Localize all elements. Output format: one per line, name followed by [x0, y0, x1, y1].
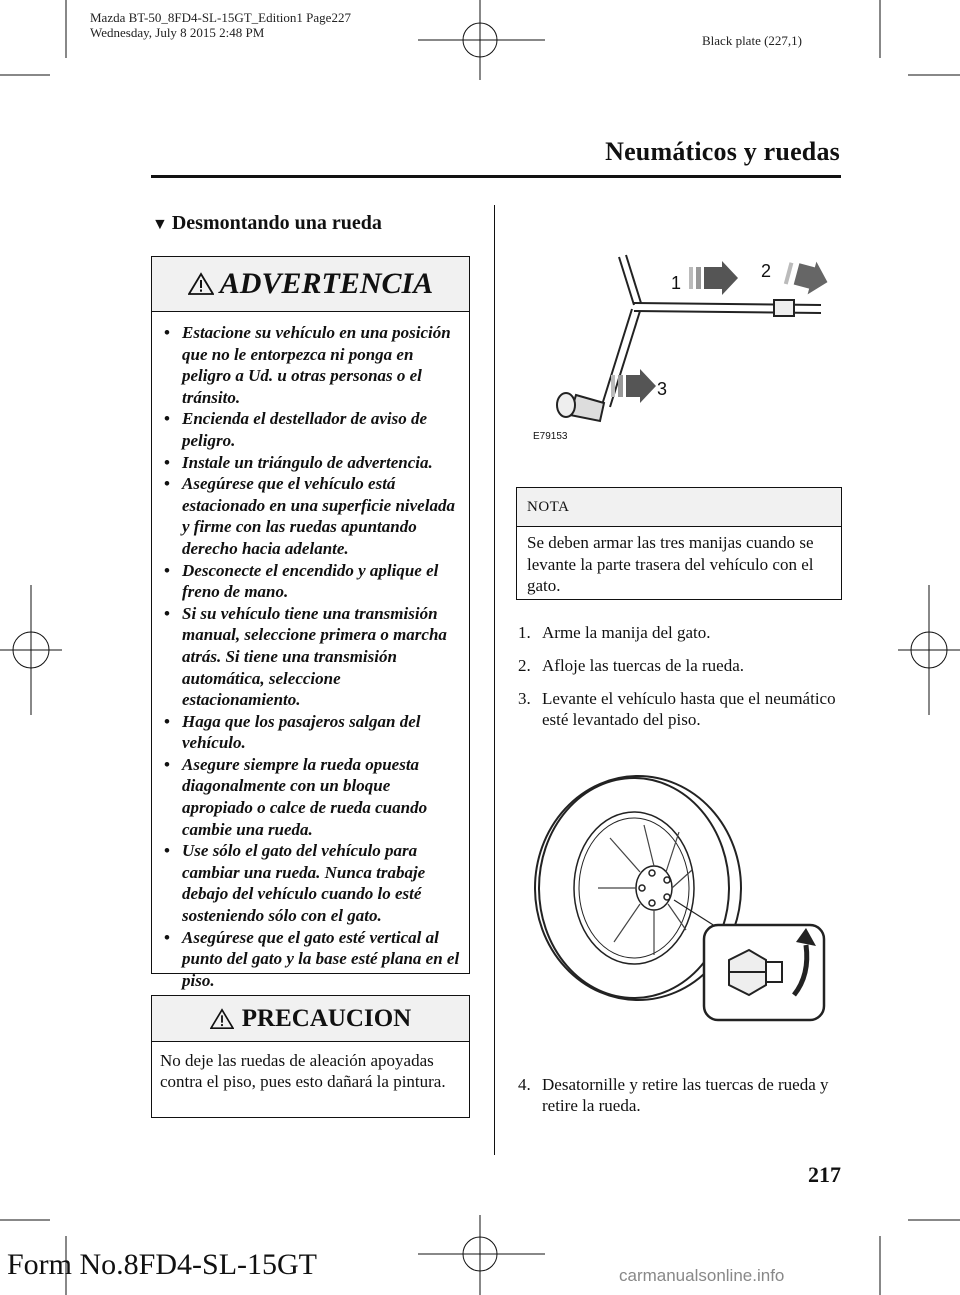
warning-item: • Encienda el destellador de aviso de peligro.	[162, 408, 461, 451]
subheading-marker-icon: ▼	[152, 216, 168, 233]
warning-item: • Si su vehículo tiene una transmisión manual, seleccione primera o marcha atrás. Si tiene una transmisión automática, seleccione estacionamiento.	[162, 603, 461, 711]
step-item	[518, 1074, 848, 1116]
watermark: carmanualsonline.info	[619, 1266, 785, 1285]
caution-header	[152, 996, 469, 1042]
warning-header	[152, 257, 469, 312]
column-divider	[494, 205, 495, 1155]
step-number: 4.	[518, 1075, 531, 1094]
warning-item: • Asegúrese que el vehículo está estacionado en una superficie nivelada y firme con las ruedas apuntando derecho hacia adelante.	[162, 473, 461, 559]
warning-title: ADVERTENCIA	[219, 267, 434, 300]
warning-list	[152, 312, 469, 991]
warning-triangle-icon	[188, 272, 214, 296]
callout-1: 1	[671, 273, 682, 293]
note-title: NOTA	[517, 488, 841, 527]
arrow-3-icon	[611, 369, 656, 403]
subheading	[152, 212, 382, 235]
section-title: Neumáticos y ruedas	[605, 137, 840, 166]
step-item	[518, 688, 848, 730]
page-number: 217	[808, 1162, 841, 1187]
step-text: Arme la manija del gato.	[542, 623, 711, 642]
warning-triangle-icon	[210, 1008, 234, 1030]
arrow-2-icon	[784, 257, 832, 298]
caution-title: PRECAUCION	[241, 1004, 412, 1032]
file-name-line: Mazda BT-50_8FD4-SL-15GT_Edition1 Page227	[90, 10, 351, 25]
note-box	[516, 487, 842, 600]
warning-box	[151, 256, 470, 990]
caution-text: No deje las ruedas de aleación apoyadas contra el piso, pues esto dañará la pintura.	[160, 1051, 446, 1091]
file-header	[90, 10, 351, 40]
wheel-figure	[514, 770, 846, 1030]
step-number: 3.	[518, 689, 531, 708]
warning-item: • Haga que los pasajeros salgan del vehículo.	[162, 711, 461, 754]
step-number: 1.	[518, 623, 531, 642]
warning-item: • Asegúrese que el gato esté vertical al punto del gato y la base esté plana en el piso.	[162, 927, 461, 992]
file-date-line: Wednesday, July 8 2015 2:48 PM	[90, 25, 265, 40]
jack-handle-figure	[516, 245, 842, 445]
figure-code: E79153	[533, 431, 568, 442]
step-text: Afloje las tuercas de la rueda.	[542, 656, 745, 675]
step-text: Desatornille y retire las tuercas de rueda y retire la rueda.	[542, 1075, 829, 1115]
callout-3: 3	[657, 379, 668, 399]
arrow-1-icon	[689, 261, 738, 295]
form-number: Form No.8FD4-SL-15GT	[7, 1248, 318, 1281]
warning-item: • Instale un triángulo de advertencia.	[162, 452, 461, 474]
warning-item: • Estacione su vehículo en una posición que no le entorpezca ni ponga en peligro a Ud. u otras personas o el tránsito.	[162, 322, 461, 408]
warning-item: • Desconecte el encendido y aplique el freno de mano.	[162, 560, 461, 603]
step-number: 2.	[518, 656, 531, 675]
step-item	[518, 655, 848, 676]
title-rule	[151, 175, 841, 178]
subheading-text: Desmontando una rueda	[171, 212, 382, 234]
warning-item: • Asegure siempre la rueda opuesta diagonalmente con un bloque apropiado o calce de rueda cuando cambie una rueda.	[162, 754, 461, 840]
plate-label: Black plate (227,1)	[702, 33, 802, 48]
warning-item: • Use sólo el gato del vehículo para cambiar una rueda. Nunca trabaje debajo del vehículo cuando lo esté sosteniendo sólo con el gato.	[162, 840, 461, 926]
step-item	[518, 622, 848, 643]
steps-list	[518, 622, 848, 730]
note-text: Se deben armar las tres manijas cuando se levante la parte trasera del vehículo con el gato.	[527, 533, 814, 595]
step-text: Levante el vehículo hasta que el neumático esté levantado del piso.	[542, 689, 836, 729]
caution-box	[151, 995, 470, 1118]
callout-2: 2	[761, 261, 772, 281]
